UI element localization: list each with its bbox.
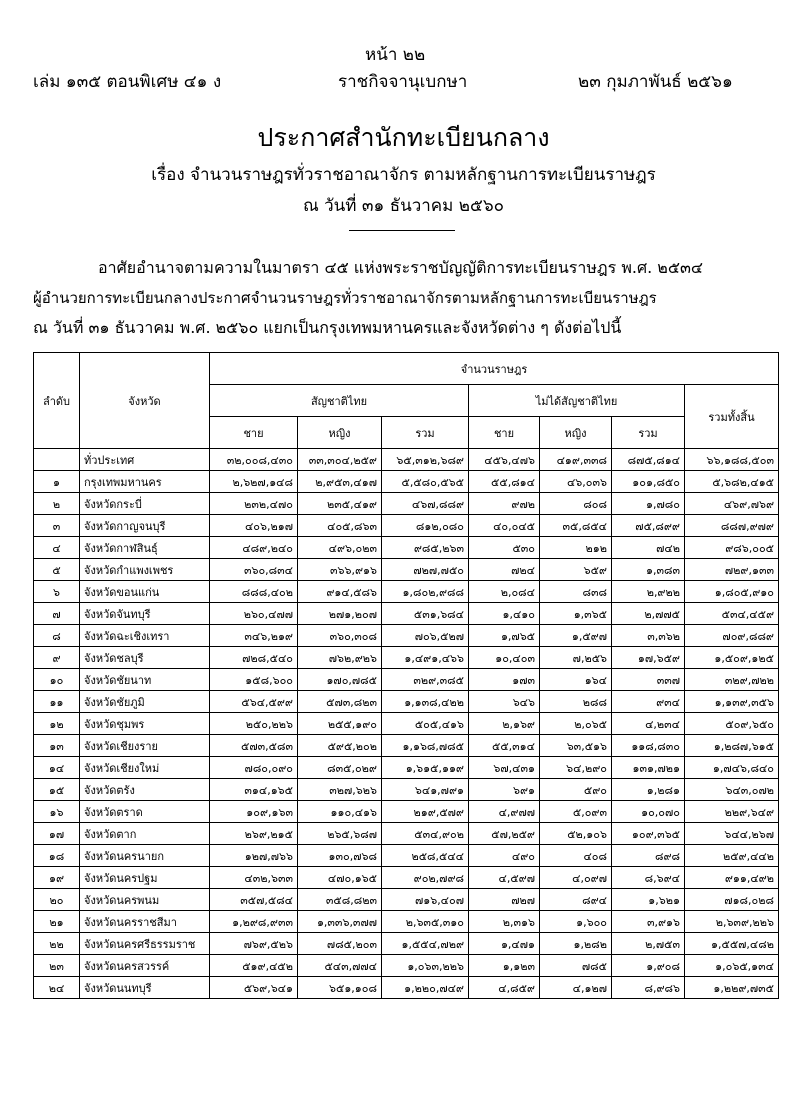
non-thai-total: ๒,๙๒๒	[612, 581, 685, 603]
header-population: จำนวนราษฎร	[210, 353, 779, 385]
announcement-title: ประกาศสำนักทะเบียนกลาง	[257, 123, 550, 152]
row-number	[34, 449, 80, 471]
province-name: ทั่วประเทศ	[80, 449, 210, 471]
thai-male: ๗๖๙,๕๒๖	[210, 933, 298, 955]
province-name: จังหวัดชัยภูมิ	[80, 691, 210, 713]
table-row	[34, 669, 779, 691]
thai-total: ๖๕,๓๑๒,๖๘๙	[382, 449, 469, 471]
row-number: ๓	[34, 515, 80, 537]
province-name: จังหวัดฉะเชิงเทรา	[80, 625, 210, 647]
row-number: ๖	[34, 581, 80, 603]
province-name: จังหวัดนครศรีธรรมราช	[80, 933, 210, 955]
non-thai-female: ๘๓๘	[540, 581, 612, 603]
thai-total: ๕๓๔,๙๐๒	[382, 823, 469, 845]
thai-female: ๒๗๑,๒๐๗	[298, 603, 382, 625]
thai-female: ๗๖๒,๙๒๖	[298, 647, 382, 669]
row-number: ๙	[34, 647, 80, 669]
grand-total: ๕๓๔,๔๕๙	[685, 603, 779, 625]
thai-total: ๑,๕๕๔,๗๒๙	[382, 933, 469, 955]
row-number: ๑๐	[34, 669, 80, 691]
non-thai-female: ๓๕,๘๕๔	[540, 515, 612, 537]
non-thai-female: ๒๘๘	[540, 691, 612, 713]
non-thai-male: ๒,๐๘๔	[469, 581, 540, 603]
province-name: จังหวัดกาญจนบุรี	[80, 515, 210, 537]
non-thai-total: ๑,๙๐๘	[612, 955, 685, 977]
province-name: จังหวัดเชียงราย	[80, 735, 210, 757]
province-name: จังหวัดกำแพงเพชร	[80, 559, 210, 581]
table-row	[34, 735, 779, 757]
thai-male: ๔๐๖,๒๑๗	[210, 515, 298, 537]
announcement-subject: เรื่อง จำนวนราษฎรทั่วราชอาณาจักร ตามหลักฐานการทะเบียนราษฎร	[151, 165, 656, 185]
thai-total: ๕๓๑,๖๘๔	[382, 603, 469, 625]
province-name: จังหวัดขอนแก่น	[80, 581, 210, 603]
non-thai-total: ๑,๗๘๐	[612, 493, 685, 515]
grand-total: ๔๖๙,๗๖๙	[685, 493, 779, 515]
non-thai-total: ๘๗๕,๘๑๔	[612, 449, 685, 471]
thai-female: ๓๖๐,๓๐๘	[298, 625, 382, 647]
thai-female: ๔๗๐,๑๖๕	[298, 867, 382, 889]
province-name: จังหวัดนครราชสีมา	[80, 911, 210, 933]
gazette-name: ราชกิจจานุเบกษา	[338, 72, 468, 92]
non-thai-male: ๑๐,๔๐๓	[469, 647, 540, 669]
table-row	[34, 691, 779, 713]
thai-male: ๓๕๗,๕๘๔	[210, 889, 298, 911]
row-number: ๒	[34, 493, 80, 515]
non-thai-female: ๕๒,๑๐๖	[540, 823, 612, 845]
table-body	[34, 449, 779, 999]
header-non-male: ชาย	[469, 417, 540, 449]
table-row	[34, 867, 779, 889]
thai-female: ๒๖๕,๖๘๗	[298, 823, 382, 845]
non-thai-male: ๒,๑๖๙	[469, 713, 540, 735]
non-thai-male: ๖๗,๔๓๑	[469, 757, 540, 779]
non-thai-total: ๑,๖๒๑	[612, 889, 685, 911]
non-thai-total: ๓,๙๑๖	[612, 911, 685, 933]
non-thai-total: ๑๐๑,๘๕๐	[612, 471, 685, 493]
province-name: กรุงเทพมหานคร	[80, 471, 210, 493]
header-non-female: หญิง	[540, 417, 612, 449]
non-thai-total: ๒,๗๗๕	[612, 603, 685, 625]
thai-male: ๓๖๐,๘๓๔	[210, 559, 298, 581]
non-thai-male: ๔,๕๙๗	[469, 867, 540, 889]
non-thai-male: ๔๐,๐๔๕	[469, 515, 540, 537]
non-thai-male: ๕๕,๘๑๔	[469, 471, 540, 493]
grand-total: ๘๘๗,๙๗๙	[685, 515, 779, 537]
row-number: ๒๔	[34, 977, 80, 999]
grand-total: ๒๒๙,๖๔๙	[685, 801, 779, 823]
thai-male: ๓๑๔,๑๖๕	[210, 779, 298, 801]
table-row	[34, 515, 779, 537]
thai-male: ๒๓๒,๔๗๐	[210, 493, 298, 515]
grand-total: ๖๔๔,๒๖๗	[685, 823, 779, 845]
thai-male: ๑๐๙,๑๖๓	[210, 801, 298, 823]
non-thai-male: ๑,๑๒๓	[469, 955, 540, 977]
non-thai-female: ๔๑๙,๓๓๘	[540, 449, 612, 471]
population-table	[33, 352, 779, 999]
non-thai-female: ๔,๐๙๗	[540, 867, 612, 889]
province-name: จังหวัดชุมพร	[80, 713, 210, 735]
grand-total: ๙๑๑,๔๙๒	[685, 867, 779, 889]
thai-total: ๘๑๒,๐๘๐	[382, 515, 469, 537]
thai-male: ๕๑๙,๔๕๒	[210, 955, 298, 977]
thai-total: ๗๒๗,๗๕๐	[382, 559, 469, 581]
non-thai-total: ๗๔๒	[612, 537, 685, 559]
grand-total: ๑,๒๘๗,๖๑๕	[685, 735, 779, 757]
announcement-date: ณ วันที่ ๓๑ ธันวาคม ๒๕๖๐	[302, 196, 505, 216]
non-thai-male: ๔,๙๗๗	[469, 801, 540, 823]
non-thai-total: ๓,๓๖๒	[612, 625, 685, 647]
non-thai-male: ๖๔๖	[469, 691, 540, 713]
thai-male: ๔๓๒,๖๓๓	[210, 867, 298, 889]
non-thai-total: ๓๓๗	[612, 669, 685, 691]
province-name: จังหวัดชลบุรี	[80, 647, 210, 669]
table-row	[34, 581, 779, 603]
non-thai-male: ๔๙๐	[469, 845, 540, 867]
body-line-3: ณ วันที่ ๓๑ ธันวาคม พ.ศ. ๒๕๖๐ แยกเป็นกรุงเทพมหานครและจังหวัดต่าง ๆ ดังต่อไปนี้	[33, 318, 622, 337]
thai-male: ๔๘๙,๒๔๐	[210, 537, 298, 559]
province-name: จังหวัดนครสวรรค์	[80, 955, 210, 977]
grand-total: ๑,๐๖๕,๑๓๔	[685, 955, 779, 977]
thai-male: ๓๔๖,๒๑๙	[210, 625, 298, 647]
row-number: ๑๘	[34, 845, 80, 867]
thai-female: ๑๑๐,๔๑๖	[298, 801, 382, 823]
non-thai-male: ๑๗๓	[469, 669, 540, 691]
non-thai-male: ๖๙๑	[469, 779, 540, 801]
non-thai-female: ๔๖,๐๓๖	[540, 471, 612, 493]
non-thai-male: ๕๕,๓๑๔	[469, 735, 540, 757]
thai-female: ๓๓,๓๐๔,๒๕๙	[298, 449, 382, 471]
thai-male: ๘๘๘,๔๐๒	[210, 581, 298, 603]
body-line-1: อาศัยอำนาจตามความในมาตรา ๔๕ แห่งพระราชบัญญัติการทะเบียนราษฎร พ.ศ. ๒๕๓๔	[98, 258, 704, 277]
non-thai-total: ๑๓๑,๗๒๑	[612, 757, 685, 779]
thai-male: ๒๖๙,๒๑๕	[210, 823, 298, 845]
table-row	[34, 955, 779, 977]
thai-female: ๕๔๓,๗๗๔	[298, 955, 382, 977]
thai-total: ๕,๕๘๐,๕๖๕	[382, 471, 469, 493]
table-row	[34, 559, 779, 581]
grand-total: ๖๖,๑๘๘,๕๐๓	[685, 449, 779, 471]
grand-total: ๕๐๙,๖๕๐	[685, 713, 779, 735]
non-thai-male: ๕๗,๒๕๙	[469, 823, 540, 845]
row-number: ๑๒	[34, 713, 80, 735]
grand-total: ๓๒๙,๗๒๒	[685, 669, 779, 691]
table-row	[34, 625, 779, 647]
table-row	[34, 713, 779, 735]
non-thai-female: ๖๓,๕๑๖	[540, 735, 612, 757]
row-number: ๒๐	[34, 889, 80, 911]
non-thai-total: ๙๓๔	[612, 691, 685, 713]
province-name: จังหวัดกระบี่	[80, 493, 210, 515]
province-name: จังหวัดตาก	[80, 823, 210, 845]
grand-total: ๗๒๙,๑๓๓	[685, 559, 779, 581]
province-name: จังหวัดนครนายก	[80, 845, 210, 867]
thai-female: ๖๕๑,๑๐๘	[298, 977, 382, 999]
row-number: ๑๙	[34, 867, 80, 889]
thai-female: ๗๘๕,๒๐๓	[298, 933, 382, 955]
non-thai-female: ๔๐๘	[540, 845, 612, 867]
grand-total: ๑,๑๓๙,๓๕๖	[685, 691, 779, 713]
non-thai-female: ๖๔,๒๙๐	[540, 757, 612, 779]
non-thai-female: ๑,๓๖๕	[540, 603, 612, 625]
thai-male: ๕๖๙,๖๔๑	[210, 977, 298, 999]
table-row	[34, 471, 779, 493]
thai-total: ๑,๖๑๕,๑๑๙	[382, 757, 469, 779]
body-line-2: ผู้อำนวยการทะเบียนกลางประกาศจำนวนราษฎรทั่วราชอาณาจักรตามหลักฐานการทะเบียนราษฎร	[33, 289, 657, 307]
grand-total: ๒,๖๓๙,๒๒๖	[685, 911, 779, 933]
province-name: จังหวัดเชียงใหม่	[80, 757, 210, 779]
thai-male: ๒๖๐,๔๗๗	[210, 603, 298, 625]
table-row	[34, 779, 779, 801]
non-thai-total: ๑๐,๐๗๐	[612, 801, 685, 823]
non-thai-female: ๔,๑๒๗	[540, 977, 612, 999]
province-name: จังหวัดชัยนาท	[80, 669, 210, 691]
non-thai-total: ๑๗,๖๕๙	[612, 647, 685, 669]
non-thai-male: ๔๕๖,๔๗๖	[469, 449, 540, 471]
row-number: ๑๗	[34, 823, 80, 845]
non-thai-female: ๑๖๔	[540, 669, 612, 691]
thai-female: ๑๗๐,๗๘๕	[298, 669, 382, 691]
header-thai-female: หญิง	[298, 417, 382, 449]
grand-total: ๗๐๙,๘๘๙	[685, 625, 779, 647]
grand-total: ๑,๕๐๙,๑๒๕	[685, 647, 779, 669]
thai-male: ๑๒๗,๗๖๖	[210, 845, 298, 867]
thai-male: ๓๒,๐๐๘,๔๓๐	[210, 449, 298, 471]
thai-total: ๑,๘๐๒,๙๘๘	[382, 581, 469, 603]
non-thai-male: ๑,๔๗๑	[469, 933, 540, 955]
thai-male: ๑,๒๙๘,๙๓๓	[210, 911, 298, 933]
table-row	[34, 801, 779, 823]
province-name: จังหวัดตรัง	[80, 779, 210, 801]
non-thai-female: ๒,๐๖๕	[540, 713, 612, 735]
thai-total: ๑,๒๒๐,๗๔๙	[382, 977, 469, 999]
thai-female: ๙๑๔,๕๘๖	[298, 581, 382, 603]
non-thai-male: ๕๓๐	[469, 537, 540, 559]
province-name: จังหวัดนครปฐม	[80, 867, 210, 889]
title-divider	[349, 230, 455, 231]
thai-male: ๕๖๔,๕๙๙	[210, 691, 298, 713]
header-province: จังหวัด	[80, 353, 210, 449]
thai-total: ๖๔๑,๗๙๑	[382, 779, 469, 801]
table-row	[34, 449, 779, 471]
table-row	[34, 537, 779, 559]
non-thai-female: ๘๐๘	[540, 493, 612, 515]
non-thai-female: ๗,๒๕๖	[540, 647, 612, 669]
row-number: ๑๖	[34, 801, 80, 823]
non-thai-total: ๑,๒๘๑	[612, 779, 685, 801]
non-thai-total: ๔,๒๓๔	[612, 713, 685, 735]
grand-total: ๒๕๙,๔๔๒	[685, 845, 779, 867]
non-thai-total: ๘,๖๙๔	[612, 867, 685, 889]
non-thai-female: ๘๙๔	[540, 889, 612, 911]
thai-female: ๔๙๖,๐๒๓	[298, 537, 382, 559]
thai-total: ๒,๖๓๕,๓๑๐	[382, 911, 469, 933]
thai-female: ๓๒๗,๖๒๖	[298, 779, 382, 801]
thai-female: ๑,๓๓๖,๓๗๗	[298, 911, 382, 933]
row-number: ๒๓	[34, 955, 80, 977]
non-thai-female: ๑,๒๘๒	[540, 933, 612, 955]
thai-female: ๕๙๕,๒๐๒	[298, 735, 382, 757]
header-thai-male: ชาย	[210, 417, 298, 449]
non-thai-male: ๗๒๗	[469, 889, 540, 911]
province-name: จังหวัดนนทบุรี	[80, 977, 210, 999]
non-thai-male: ๙๗๒	[469, 493, 540, 515]
header-no: ลำดับ	[34, 353, 80, 449]
row-number: ๑๔	[34, 757, 80, 779]
thai-total: ๑,๔๙๑,๔๖๖	[382, 647, 469, 669]
province-name: จังหวัดตราด	[80, 801, 210, 823]
non-thai-female: ๕๙๐	[540, 779, 612, 801]
province-name: จังหวัดนครพนม	[80, 889, 210, 911]
thai-total: ๗๐๖,๕๒๗	[382, 625, 469, 647]
grand-total: ๑,๕๕๗,๔๘๒	[685, 933, 779, 955]
thai-total: ๙๘๕,๒๖๓	[382, 537, 469, 559]
row-number: ๑๕	[34, 779, 80, 801]
non-thai-male: ๒,๓๑๖	[469, 911, 540, 933]
thai-female: ๓๖๖,๙๑๖	[298, 559, 382, 581]
grand-total: ๑,๗๔๖,๘๔๐	[685, 757, 779, 779]
thai-total: ๒๕๘,๕๔๔	[382, 845, 469, 867]
table-row	[34, 911, 779, 933]
row-number: ๑	[34, 471, 80, 493]
row-number: ๒๒	[34, 933, 80, 955]
thai-total: ๗๑๖,๔๐๗	[382, 889, 469, 911]
thai-total: ๙๐๒,๗๙๘	[382, 867, 469, 889]
non-thai-total: ๘๙๘	[612, 845, 685, 867]
thai-male: ๗๘๐,๐๙๐	[210, 757, 298, 779]
row-number: ๑๓	[34, 735, 80, 757]
table-row	[34, 977, 779, 999]
thai-female: ๒,๙๕๓,๔๑๗	[298, 471, 382, 493]
thai-female: ๘๓๕,๐๒๙	[298, 757, 382, 779]
thai-male: ๗๒๘,๕๔๐	[210, 647, 298, 669]
non-thai-female: ๕,๐๙๓	[540, 801, 612, 823]
non-thai-total: ๑๐๙,๓๖๕	[612, 823, 685, 845]
row-number: ๔	[34, 537, 80, 559]
non-thai-female: ๑,๕๙๗	[540, 625, 612, 647]
thai-total: ๔๖๗,๘๘๙	[382, 493, 469, 515]
header-thai-total: รวม	[382, 417, 469, 449]
thai-total: ๑,๑๖๘,๗๘๕	[382, 735, 469, 757]
table-row	[34, 757, 779, 779]
non-thai-male: ๗๒๔	[469, 559, 540, 581]
thai-female: ๕๗๓,๘๒๓	[298, 691, 382, 713]
thai-female: ๒๓๕,๔๑๙	[298, 493, 382, 515]
grand-total: ๙๘๖,๐๐๕	[685, 537, 779, 559]
header-non-thai: ไม่ได้สัญชาติไทย	[469, 385, 685, 417]
table-row	[34, 823, 779, 845]
thai-female: ๒๕๕,๑๙๐	[298, 713, 382, 735]
row-number: ๕	[34, 559, 80, 581]
non-thai-male: ๑,๔๑๐	[469, 603, 540, 625]
volume-info: เล่ม ๑๓๕ ตอนพิเศษ ๔๑ ง	[33, 72, 222, 92]
table-row	[34, 889, 779, 911]
province-name: จังหวัดจันทบุรี	[80, 603, 210, 625]
non-thai-female: ๖๕๙	[540, 559, 612, 581]
thai-male: ๕๗๓,๕๘๓	[210, 735, 298, 757]
header-grand-total: รวมทั้งสิ้น	[685, 385, 779, 449]
thai-female: ๔๐๕,๘๖๓	[298, 515, 382, 537]
grand-total: ๖๔๓,๐๗๒	[685, 779, 779, 801]
row-number: ๒๑	[34, 911, 80, 933]
non-thai-female: ๗๘๕	[540, 955, 612, 977]
row-number: ๑๑	[34, 691, 80, 713]
non-thai-total: ๘,๙๘๖	[612, 977, 685, 999]
table-row	[34, 845, 779, 867]
thai-male: ๒,๖๒๗,๑๔๘	[210, 471, 298, 493]
non-thai-male: ๑,๗๖๕	[469, 625, 540, 647]
thai-total: ๒๑๙,๕๗๙	[382, 801, 469, 823]
table-row	[34, 603, 779, 625]
header-thai-nationality: สัญชาติไทย	[210, 385, 469, 417]
table-row	[34, 493, 779, 515]
non-thai-female: ๑,๖๐๐	[540, 911, 612, 933]
table-row	[34, 933, 779, 955]
non-thai-total: ๒,๗๕๓	[612, 933, 685, 955]
province-name: จังหวัดกาฬสินธุ์	[80, 537, 210, 559]
thai-male: ๒๕๐,๒๒๖	[210, 713, 298, 735]
page-number: หน้า ๒๒	[365, 45, 426, 65]
grand-total: ๕,๖๘๒,๔๑๕	[685, 471, 779, 493]
thai-total: ๑,๑๓๘,๔๒๒	[382, 691, 469, 713]
thai-total: ๑,๐๖๓,๒๒๖	[382, 955, 469, 977]
publish-date: ๒๓ กุมภาพันธ์ ๒๕๖๑	[578, 72, 733, 92]
thai-female: ๓๕๘,๘๒๓	[298, 889, 382, 911]
header-non-total: รวม	[612, 417, 685, 449]
thai-female: ๑๓๐,๗๖๘	[298, 845, 382, 867]
grand-total: ๑,๘๐๕,๙๑๐	[685, 581, 779, 603]
thai-male: ๑๕๘,๖๐๐	[210, 669, 298, 691]
non-thai-total: ๑,๓๘๓	[612, 559, 685, 581]
non-thai-male: ๔,๘๕๙	[469, 977, 540, 999]
non-thai-total: ๑๑๘,๘๓๐	[612, 735, 685, 757]
non-thai-total: ๗๕,๘๙๙	[612, 515, 685, 537]
row-number: ๗	[34, 603, 80, 625]
row-number: ๘	[34, 625, 80, 647]
table-row	[34, 647, 779, 669]
grand-total: ๗๑๘,๐๒๘	[685, 889, 779, 911]
thai-total: ๕๐๕,๔๑๖	[382, 713, 469, 735]
non-thai-female: ๒๑๒	[540, 537, 612, 559]
grand-total: ๑,๒๒๙,๗๓๕	[685, 977, 779, 999]
thai-total: ๓๒๙,๓๘๕	[382, 669, 469, 691]
